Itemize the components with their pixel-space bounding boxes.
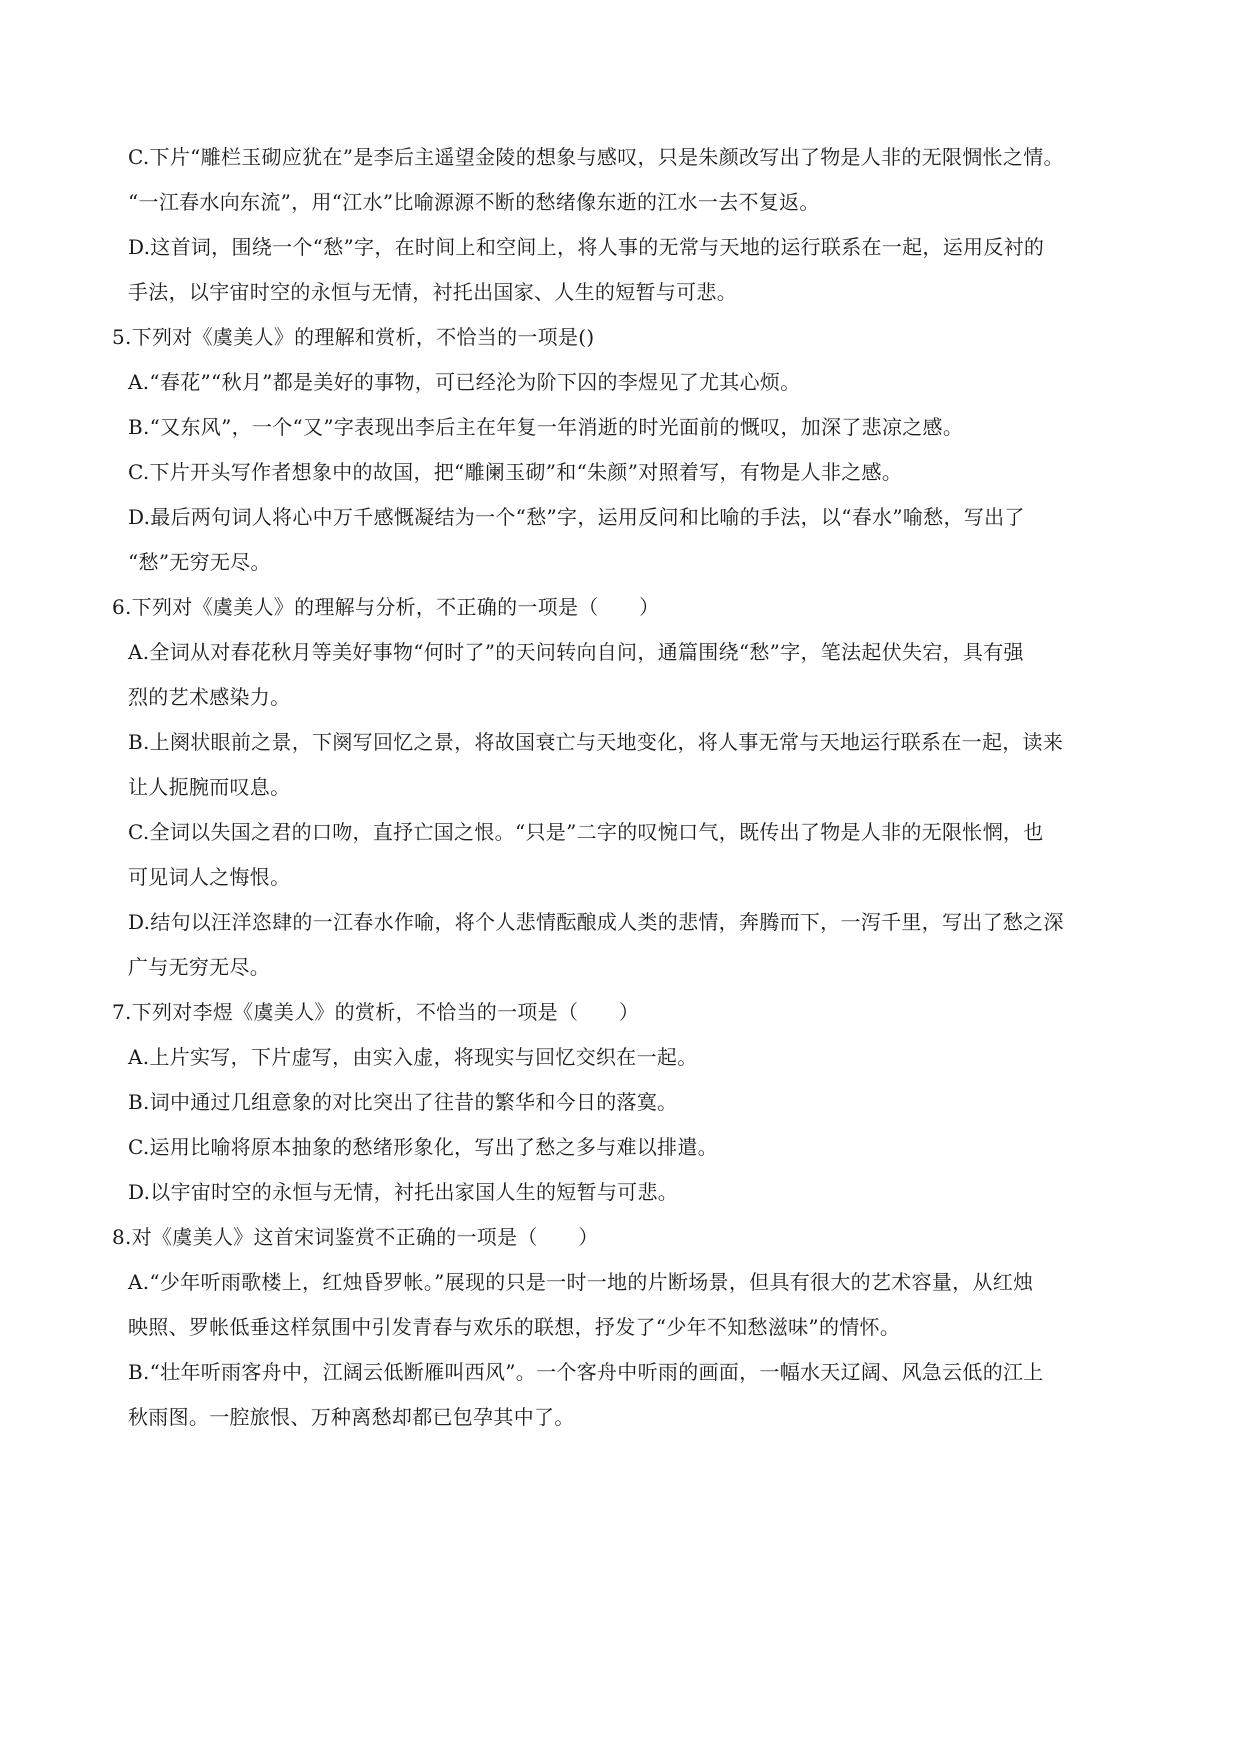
option-c-continuation: “一江春水向东流”，用“江水”比喻源源不断的愁绪像东逝的江水一去不复返。 bbox=[128, 190, 820, 214]
q8-option-b-continuation: 秋雨图。一腔旅恨、万种离愁却都已包孕其中了。 bbox=[128, 1405, 575, 1429]
option-d-continuation: 手法，以宇宙时空的永恒与无情，衬托出国家、人生的短暂与可悲。 bbox=[128, 280, 737, 304]
question-8: 8.对《虞美人》这首宋词鉴赏不正确的一项是（ ） bbox=[112, 1225, 599, 1249]
q5-option-a: A.“春花”“秋月”都是美好的事物，可已经沦为阶下囚的李煜见了尤其心烦。 bbox=[128, 370, 801, 394]
q8-option-a: A.“少年听雨歌楼上，红烛昏罗帐。”展现的只是一时一地的片断场景，但具有很大的艺术容量，从红烛 bbox=[128, 1270, 1034, 1294]
q5-option-d-continuation: “愁”无穷无尽。 bbox=[128, 550, 271, 574]
q6-option-a-continuation: 烈的艺术感染力。 bbox=[128, 685, 291, 709]
option-c-line: C.下片“雕栏玉砌应犹在”是李后主遥望金陵的想象与感叹，只是朱颜改写出了物是人非的无限惆怅之情。 bbox=[128, 145, 1064, 169]
q5-option-b: B.“又东风”，一个“又”字表现出李后主在年复一年消逝的时光面前的慨叹，加深了悲凉之感。 bbox=[128, 415, 964, 439]
q8-option-b: B.“壮年听雨客舟中，江阔云低断雁叫西风”。一个客舟中听雨的画面，一幅水天辽阔、风急云低的江上 bbox=[128, 1360, 1044, 1384]
q6-option-a: A.全词从对春花秋月等美好事物“何时了”的天问转向自问，通篇围绕“愁”字，笔法起伏失宕，具有强 bbox=[128, 640, 1024, 664]
q6-option-c: C.全词以失国之君的口吻，直抒亡国之恨。“只是”二字的叹惋口气，既传出了物是人非的无限怅惘，也 bbox=[128, 820, 1044, 844]
q7-option-d: D.以宇宙时空的永恒与无情，衬托出家国人生的短暂与可悲。 bbox=[128, 1180, 679, 1204]
q7-option-c: C.运用比喻将原本抽象的愁绪形象化，写出了愁之多与难以排遣。 bbox=[128, 1135, 718, 1159]
q6-option-d-continuation: 广与无穷无尽。 bbox=[128, 955, 271, 979]
q5-option-c: C.下片开头写作者想象中的故国，把“雕阑玉砌”和“朱颜”对照着写，有物是人非之感。 bbox=[128, 460, 903, 484]
q8-option-a-continuation: 映照、罗帐低垂这样氛围中引发青春与欢乐的联想，抒发了“少年不知愁滋味”的情怀。 bbox=[128, 1315, 901, 1339]
q5-option-d: D.最后两句词人将心中万千感慨凝结为一个“愁”字，运用反问和比喻的手法，以“春水”喻愁，写出了 bbox=[128, 505, 1025, 529]
q6-option-b: B.上阕状眼前之景，下阕写回忆之景，将故国衰亡与天地变化，将人事无常与天地运行联系在一起，读来 bbox=[128, 730, 1064, 754]
question-6: 6.下列对《虞美人》的理解与分析，不正确的一项是（ ） bbox=[112, 595, 660, 619]
q6-option-c-continuation: 可见词人之悔恨。 bbox=[128, 865, 291, 889]
option-d-line: D.这首词，围绕一个“愁”字，在时间上和空间上，将人事的无常与天地的运行联系在一起，运用反衬的 bbox=[128, 235, 1045, 259]
q7-option-a: A.上片实写，下片虚写，由实入虚，将现实与回忆交织在一起。 bbox=[128, 1045, 698, 1069]
q6-option-d: D.结句以汪洋恣肆的一江春水作喻，将个人悲情酝酿成人类的悲情，奔腾而下，一泻千里，写出了愁之深 bbox=[128, 910, 1064, 934]
q6-option-b-continuation: 让人扼腕而叹息。 bbox=[128, 775, 291, 799]
question-5: 5.下列对《虞美人》的理解和赏析，不恰当的一项是() bbox=[112, 325, 595, 349]
question-7: 7.下列对李煜《虞美人》的赏析，不恰当的一项是（ ） bbox=[112, 1000, 640, 1024]
q7-option-b: B.词中通过几组意象的对比突出了往昔的繁华和今日的落寞。 bbox=[128, 1090, 678, 1114]
